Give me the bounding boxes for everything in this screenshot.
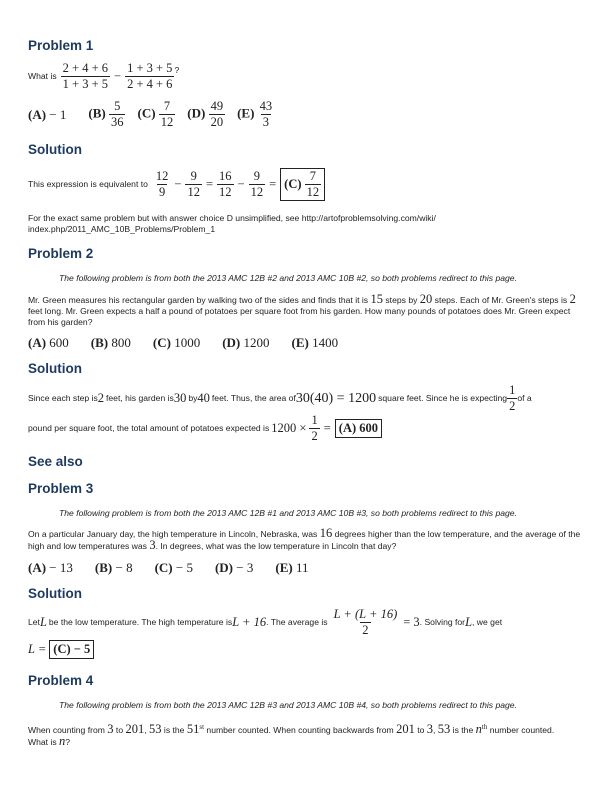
sol-minus-1: − <box>174 177 182 191</box>
problem-1-note: For the exact same problem but with answer choice D unsimplified, see http://artofproblemsolving.com/wiki/ index.php/2011_AMC_10B_Problems/Problem_1 <box>28 213 436 234</box>
sol-fraction-3: $\frac{16}{12}$ <box>219 169 232 199</box>
sol-equals-1: = <box>205 177 214 191</box>
problem-1-question <box>28 62 179 91</box>
problem-1-solution <box>28 168 325 201</box>
answer-box-c: (C) $\frac{7}{12}$ <box>280 168 325 201</box>
problem-3-solution-line-1: Let L be the low temperature. The high temperature is L + 16 . The average is $\frac{L + (L + 16)}{2}$ = 3 . Solving for L , we get <box>28 607 503 637</box>
fraction-2-numerator: 1 + 3 + 5 <box>127 61 173 75</box>
choice-c: (C) $\frac{7}{12}$ <box>137 99 174 129</box>
fraction-2 <box>125 62 174 91</box>
problem-3-note: The following problem is from both the 2013 AMC 12B #1 and 2013 AMC 10B #3, so both problems redirect to this page. <box>59 508 517 518</box>
problem-3-heading: Problem 3 <box>28 481 94 496</box>
choice-c: (C) 1000 <box>152 335 201 350</box>
choice-d: (D) $\frac{49}{20}$ <box>187 99 224 129</box>
problem-2-solution-line-2: pound per square foot, the total amount of potatoes expected is 1200 × $\frac{1}{2}$ = (A) 600 <box>28 414 382 443</box>
problem-3-text: On a particular January day, the high temperature in Lincoln, Nebraska, was 16 degrees higher than the low temperature, and the average of the high and low temperatures was 3. In degrees, what was the low temperature in Lincoln that day? <box>28 526 581 552</box>
choice-c: (C) − 5 <box>154 560 193 575</box>
problem-2-solution-heading: Solution <box>28 361 82 376</box>
choice-d: (D) − 3 <box>214 560 254 575</box>
choice-e: (E) $\frac{43}{3}$ <box>237 99 273 129</box>
choice-b: (B) $\frac{5}{36}$ <box>88 99 124 129</box>
problem-1-choices <box>28 100 274 129</box>
minus-sign: − <box>114 69 122 83</box>
fraction-1-numerator: 2 + 4 + 6 <box>62 61 109 75</box>
problem-4-note: The following problem is from both the 2013 AMC 12B #3 and 2013 AMC 10B #4, so both problems redirect to this page. <box>59 700 517 710</box>
what-is-text: What is <box>28 71 57 81</box>
sol-fraction-2: $\frac{9}{12}$ <box>187 169 200 199</box>
choice-b: (B) 800 <box>90 335 131 350</box>
problem-2-note: The following problem is from both the 2013 AMC 12B #2 and 2013 AMC 10B #2, so both problems redirect to this page. <box>59 273 517 283</box>
fraction-1 <box>61 62 110 91</box>
problem-1-heading: Problem 1 <box>28 38 94 53</box>
choice-e: (E) 1400 <box>291 335 339 350</box>
problem-2-heading: Problem 2 <box>28 246 94 261</box>
problem-2-choices <box>28 335 338 351</box>
choice-a: (A) − 1 <box>28 106 67 122</box>
choice-b: (B) − 8 <box>94 560 133 575</box>
half-fraction: $\frac{1}{2}$ <box>509 383 516 413</box>
fraction-2-denominator: 2 + 4 + 6 <box>127 77 173 91</box>
sol-minus-2: − <box>237 177 245 191</box>
solution-text: This expression is equivalent to <box>28 179 148 189</box>
problem-4-heading: Problem 4 <box>28 673 94 688</box>
fraction-1-denominator: 1 + 3 + 5 <box>62 77 109 91</box>
problem-3-choices <box>28 560 308 576</box>
problem-1-solution-heading: Solution <box>28 142 82 157</box>
sol-fraction-1: $\frac{12}{9}$ <box>155 169 169 199</box>
choice-a: (A) 600 <box>28 335 69 350</box>
choice-a: (A) − 13 <box>28 560 73 575</box>
problem-2-text: Mr. Green measures his rectangular garden by walking two of the sides and finds that it is 15 steps by 20 steps. Each of Mr. Green's steps is 2 feet long. Mr. Green expects a half a pound of potatoes per square foot from his garden. How many pounds of potatoes does Mr. Green expect from his garden? <box>28 292 576 327</box>
question-mark: ? <box>174 65 180 75</box>
sol-equals-2: = <box>269 177 277 191</box>
choice-d: (D) 1200 <box>222 335 270 350</box>
problem-2-solution-line-1: Since each step is 2 feet, his garden is 30 by 40 feet. Thus, the area of 30(40) = 1200 square feet. Since he is expecting $\frac{1}{2}$ of a <box>28 383 532 413</box>
answer-box-c-3: (C) − 5 <box>49 640 94 659</box>
see-also-heading: See also <box>28 454 83 469</box>
answer-box-a: (A) 600 <box>335 419 382 438</box>
sol-fraction-4: $\frac{9}{12}$ <box>250 169 264 199</box>
problem-3-solution-heading: Solution <box>28 586 82 601</box>
average-fraction: $\frac{L + (L + 16)}{2}$ <box>333 607 398 637</box>
half-fraction-2: $\frac{1}{2}$ <box>311 413 318 443</box>
problem-3-solution-line-2: L = (C) − 5 <box>28 640 94 659</box>
problem-4-text: When counting from 3 to 201, 53 is the 51st number counted. When counting backwards from 201 to 3, 53 is the $n^{th}$ number counted. What is n? <box>28 721 555 748</box>
choice-e: (E) 11 <box>275 560 309 575</box>
